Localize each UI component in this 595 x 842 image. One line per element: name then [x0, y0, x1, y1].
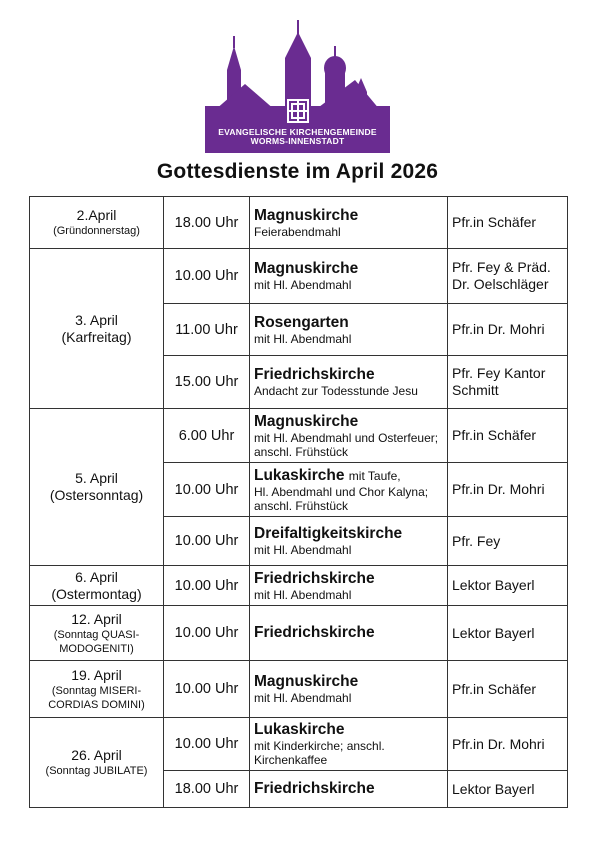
person-cell: Pfr.in Schäfer [448, 661, 568, 718]
church-name: Friedrichskirche [254, 780, 375, 797]
place-cell [250, 661, 448, 718]
page-title: Gottesdienste im April 2026 [156, 160, 439, 183]
person-cell: Pfr.in Schäfer [448, 409, 568, 463]
place-cell [250, 356, 448, 409]
logo-text [205, 128, 390, 146]
time-cell: 10.00 Uhr [164, 661, 250, 718]
services-table [29, 196, 568, 808]
service-detail: mit Hl. Abendmahl [254, 587, 352, 602]
table-row [30, 566, 568, 606]
logo-line-1: EVANGELISCHE KIRCHENGEMEINDE [218, 127, 377, 137]
person-cell: Pfr.in Dr. Mohri [448, 718, 568, 771]
day-cell [30, 409, 164, 566]
place-cell [250, 197, 448, 249]
day-cell [30, 606, 164, 661]
church-name: Magnuskirche [254, 412, 359, 430]
person-cell: Lektor Bayerl [448, 606, 568, 661]
place-cell [250, 249, 448, 304]
place-cell [250, 409, 448, 463]
day-label: 2.April [76, 207, 117, 223]
time-cell: 18.00 Uhr [164, 771, 250, 808]
time-cell: 10.00 Uhr [164, 606, 250, 661]
time-cell: 10.00 Uhr [164, 463, 250, 517]
table-row [30, 249, 568, 304]
service-detail: Hl. Abendmahl und Chor Kalyna; anschl. Frühstück [254, 484, 429, 513]
service-detail: mit Hl. Abendmahl [254, 331, 352, 346]
day-subtitle: (Ostersonntag) [49, 487, 144, 503]
time-cell: 15.00 Uhr [164, 356, 250, 409]
day-label: 5. April [75, 470, 118, 486]
church-inline-detail: mit Taufe, [348, 468, 401, 483]
place-cell [250, 606, 448, 661]
place-cell [250, 304, 448, 356]
place-cell [250, 771, 448, 808]
church-name: Lukaskirche [254, 721, 345, 738]
service-detail: mit Hl. Abendmahl [254, 278, 352, 292]
table-row [30, 661, 568, 718]
day-cell [30, 566, 164, 606]
time-cell: 18.00 Uhr [164, 197, 250, 249]
church-name: Friedrichskirche [254, 624, 375, 641]
day-cell [30, 249, 164, 409]
church-name: Friedrichskirche [254, 569, 375, 587]
day-label: 19. April [71, 666, 122, 683]
day-subtitle: (Sonntag MISERI-CORDIAS DOMINI) [48, 684, 145, 711]
day-subtitle: (Gründonnerstag) [53, 225, 140, 237]
place-cell [250, 718, 448, 771]
person-cell: Pfr. Fey [448, 517, 568, 566]
day-label: 6. April [75, 568, 118, 585]
day-subtitle: (Sonntag QUASI-MODOGENITI) [53, 628, 140, 655]
time-cell: 10.00 Uhr [164, 517, 250, 566]
church-name: Dreifaltigkeitskirche [254, 525, 403, 542]
person-cell: Pfr. Fey & Präd. Dr. Oelschläger [448, 249, 568, 304]
church-name: Rosengarten [254, 313, 349, 331]
time-cell: 10.00 Uhr [164, 718, 250, 771]
church-name: Magnuskirche [254, 206, 359, 224]
time-cell: 11.00 Uhr [164, 304, 250, 356]
time-cell: 10.00 Uhr [164, 566, 250, 606]
service-detail: mit Hl. Abendmahl [254, 691, 352, 705]
service-detail: Feierabendmahl [254, 224, 341, 239]
church-name: Magnuskirche [254, 673, 359, 690]
person-cell: Pfr. Fey Kantor Schmitt [448, 356, 568, 409]
place-cell [250, 517, 448, 566]
service-detail: mit Hl. Abendmahl [254, 543, 352, 557]
service-detail: Andacht zur Todesstunde Jesu [254, 384, 418, 398]
person-cell: Pfr.in Schäfer [448, 197, 568, 249]
table-row [30, 409, 568, 463]
service-detail: mit Hl. Abendmahl und Osterfeuer; anschl. Frühstück [254, 430, 439, 459]
table-row [30, 718, 568, 771]
day-subtitle: (Ostermontag) [51, 585, 142, 602]
place-cell [250, 463, 448, 517]
place-cell [250, 566, 448, 606]
day-label: 12. April [71, 610, 122, 627]
church-name-line [254, 467, 443, 485]
person-cell: Lektor Bayerl [448, 771, 568, 808]
day-subtitle: (Sonntag JUBILATE) [45, 765, 148, 777]
person-cell: Lektor Bayerl [448, 566, 568, 606]
day-label: 26. April [71, 747, 122, 763]
person-cell: Pfr.in Dr. Mohri [448, 304, 568, 356]
service-detail: mit Kinderkirche; anschl. Kirchenkaffee [254, 739, 385, 767]
day-label: 3. April [75, 311, 118, 328]
day-cell [30, 718, 164, 808]
day-cell [30, 197, 164, 249]
church-name: Magnuskirche [254, 260, 359, 277]
church-name: Lukaskirche [254, 466, 345, 484]
day-subtitle: (Karfreitag) [61, 328, 132, 345]
logo-line-2: WORMS-INNENSTADT [250, 136, 345, 146]
day-cell [30, 661, 164, 718]
time-cell: 10.00 Uhr [164, 249, 250, 304]
person-cell: Pfr.in Dr. Mohri [448, 463, 568, 517]
time-cell: 6.00 Uhr [164, 409, 250, 463]
table-row [30, 606, 568, 661]
table-row [30, 197, 568, 249]
church-name: Friedrichskirche [254, 366, 375, 383]
